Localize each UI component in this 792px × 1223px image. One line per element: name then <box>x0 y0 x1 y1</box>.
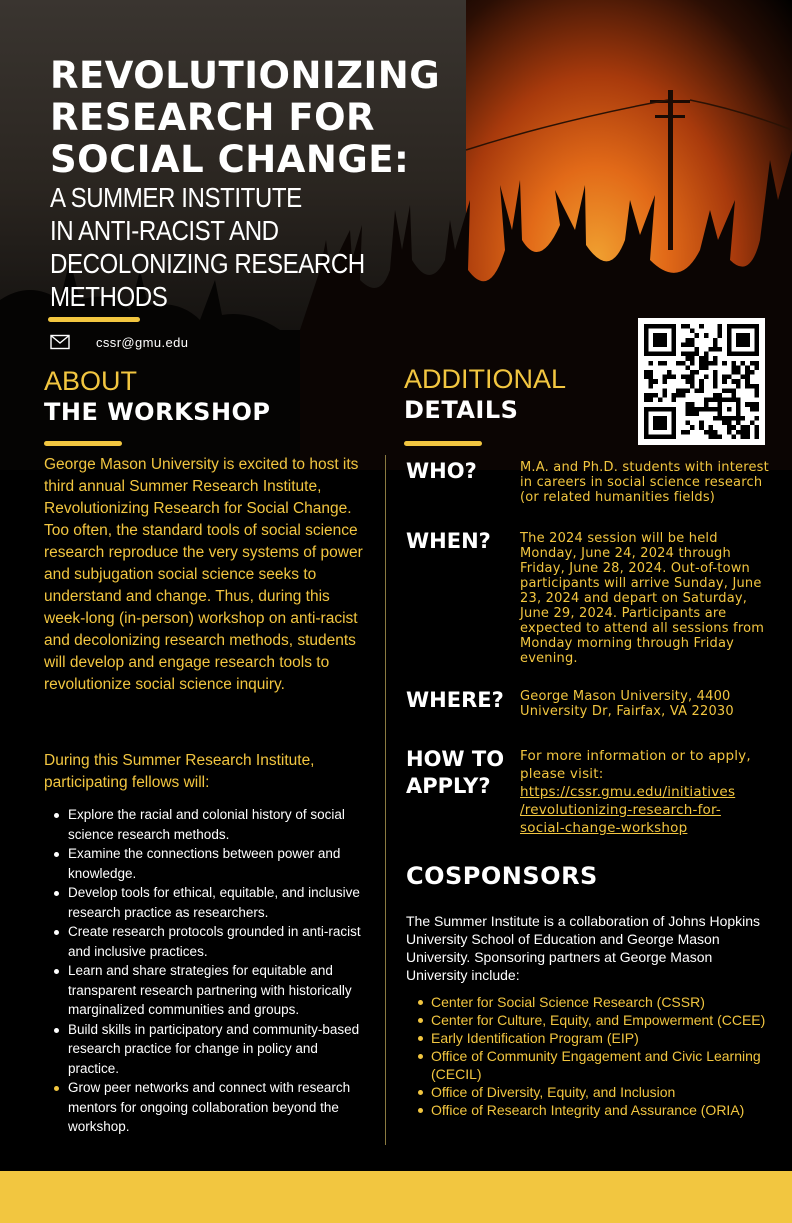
apply-label-line-2: APPLY? <box>406 774 491 798</box>
footer-bar <box>0 1171 792 1223</box>
list-item: Office of Community Engagement and Civic Learning (CECIL) <box>418 1047 788 1083</box>
who-label: WHO? <box>406 459 477 483</box>
apply-text-block <box>520 747 772 837</box>
list-item: Build skills in participatory and community-based research practice for change in policy and practice. <box>54 1020 372 1079</box>
title-accent-bar <box>48 317 140 322</box>
title-line-3: SOCIAL CHANGE: <box>50 138 410 181</box>
where-text: George Mason University, 4400 University Dr, Fairfax, VA 22030 <box>520 689 734 719</box>
email-contact[interactable] <box>50 334 188 350</box>
subtitle-line-1: A SUMMER INSTITUTE <box>50 182 302 213</box>
column-divider <box>385 455 386 1145</box>
list-item: Explore the racial and colonial history of social science research methods. <box>54 805 372 844</box>
email-address[interactable]: cssr@gmu.edu <box>96 334 189 350</box>
subtitle-line-3: DECOLONIZING RESEARCH METHODS <box>50 248 365 312</box>
about-accent-bar <box>44 441 122 446</box>
qr-code[interactable] <box>638 318 765 445</box>
apply-text: For more information or to apply, please visit: <box>520 748 751 782</box>
workshop-outcomes-list <box>54 805 372 1137</box>
apply-label-line-1: HOW TO <box>406 747 505 771</box>
details-heading-light: ADDITIONAL <box>404 364 567 394</box>
apply-link-line-3[interactable]: social-change-workshop <box>520 820 688 836</box>
about-heading-light: ABOUT <box>44 366 138 396</box>
list-item: Develop tools for ethical, equitable, and inclusive research practice as researchers. <box>54 883 372 922</box>
details-heading-bold: DETAILS <box>404 396 519 424</box>
list-item: Grow peer networks and connect with research mentors for ongoing collaboration beyond the workshop. <box>54 1078 372 1137</box>
list-item: Center for Social Science Research (CSSR) <box>418 993 788 1011</box>
cosponsors-list <box>418 993 788 1119</box>
who-text: M.A. and Ph.D. students with interest in careers in social science research (or related humanities fields) <box>520 460 769 505</box>
list-item: Create research protocols grounded in anti-racist and inclusive practices. <box>54 922 372 961</box>
list-item: Office of Research Integrity and Assurance (ORIA) <box>418 1101 788 1119</box>
cosponsors-description: The Summer Institute is a collaboration of Johns Hopkins University School of Education and George Mason University. Sponsoring partners at George Mason University include: <box>406 913 761 983</box>
apply-label <box>406 746 504 800</box>
title-block <box>50 55 470 313</box>
about-intro-list: During this Summer Research Institute, participating fellows will: <box>44 752 315 791</box>
about-heading-bold: THE WORKSHOP <box>44 398 271 426</box>
cosponsors-heading: COSPONSORS <box>406 862 598 890</box>
list-item: Office of Diversity, Equity, and Inclusion <box>418 1083 788 1101</box>
when-text: The 2024 session will be held Monday, June 24, 2024 through Friday, June 28, 2024. Out-of-town participants will arrive Sunday, June 23, 2024 and depart on Saturday, June 29, 2024. Participants are expected to attend all sessions from Monday morning through Friday evening. <box>520 531 765 666</box>
when-label: WHEN? <box>406 529 491 553</box>
details-accent-bar <box>404 441 482 446</box>
list-item: Learn and share strategies for equitable and transparent research partnering with historically marginalized communities and groups. <box>54 961 372 1020</box>
list-item: Center for Culture, Equity, and Empowerment (CCEE) <box>418 1011 788 1029</box>
about-paragraph: George Mason University is excited to host its third annual Summer Research Institute, Revolutionizing Research for Social Change. Too often, the standard tools of social science research reproduce the very systems of power and subjugation social science seeks to understand and change. Thus, during this week-long (in-person) workshop on anti-racist and decolonizing research methods, students will develop and engage research tools to revolutionize social science inquiry. <box>44 456 363 693</box>
title-line-1: REVOLUTIONIZING <box>50 54 441 97</box>
qr-code-pattern <box>644 324 759 439</box>
title-line-2: RESEARCH FOR <box>50 96 376 139</box>
mail-icon <box>50 334 70 350</box>
list-item: Examine the connections between power and knowledge. <box>54 844 372 883</box>
subtitle-line-2: IN ANTI-RACIST AND <box>50 215 279 246</box>
apply-link-line-2[interactable]: /revolutionizing-research-for- <box>520 802 721 818</box>
where-label: WHERE? <box>406 688 504 712</box>
list-item: Early Identification Program (EIP) <box>418 1029 788 1047</box>
apply-link-line-1[interactable]: https://cssr.gmu.edu/initiatives <box>520 784 736 800</box>
